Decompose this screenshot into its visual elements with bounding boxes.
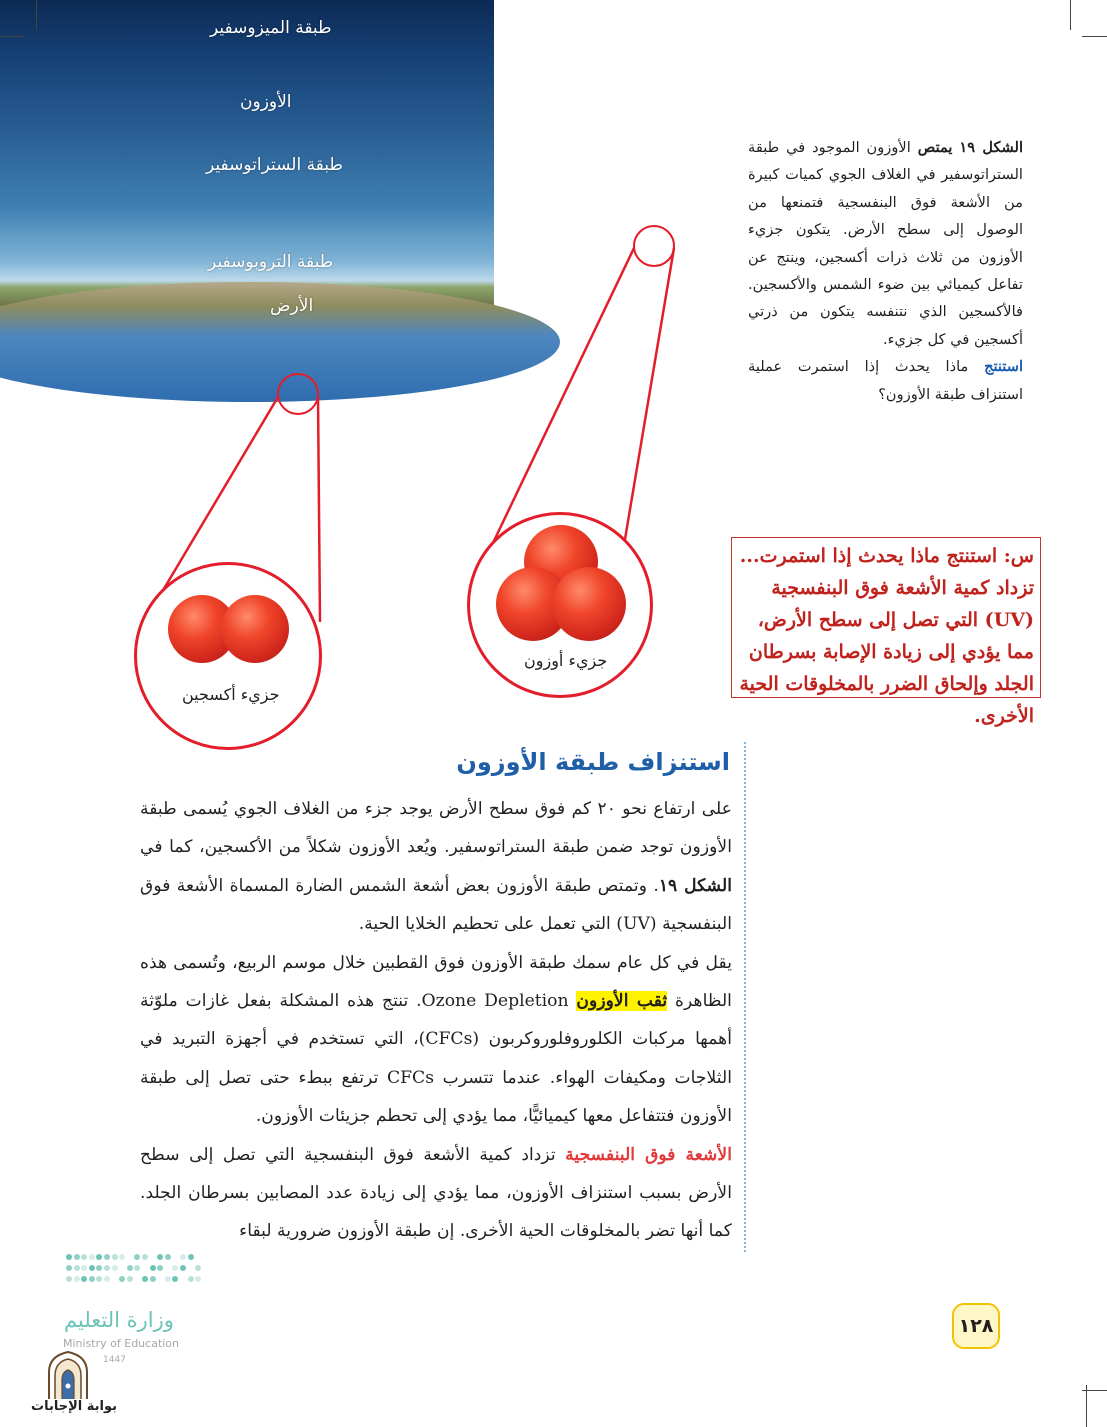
watermark-text: بوابة الإجابات (31, 1399, 117, 1414)
logo-dot (66, 1265, 72, 1271)
highlighted-term: ثقب الأوزون (576, 991, 668, 1012)
logo-dot (81, 1265, 87, 1271)
logo-dot (165, 1276, 171, 1282)
caption-text: الأوزون الموجود في طبقة الستراتوسفير في الغلاف الجوي كميات كبيرة من الأشعة فوق البنفسجية فتمنعها من الوصول إلى سطح الأرض. يتكون جزيء الأوزون من ثلاث ذرات أكسجين، وينتج عن تفاعل كيميائي بين ضوء الشمس والأكسجين. فالأكسجين الذي نتنفسه يتكون من ذرتي أكسجين في كل جزيء. (748, 139, 1023, 348)
keyword-term: الأشعة فوق البنفسجية (565, 1144, 732, 1165)
logo-dot (180, 1254, 186, 1260)
ozone-molecule-label: جزيء أوزون (524, 651, 608, 670)
logo-dot (188, 1276, 194, 1282)
oxygen-atom (221, 595, 289, 663)
logo-dot (104, 1276, 110, 1282)
page-number: ١٢٨ (952, 1303, 1000, 1349)
logo-dot (89, 1276, 95, 1282)
paragraph-text: . وتمتص طبقة الأوزون بعض أشعة الشمس الضارة المسماة الأشعة فوق البنفسجية (UV) التي تعمل على تحطيم الخلايا الحية. (140, 875, 732, 935)
mosque-icon (45, 1350, 91, 1402)
caption-figure-ref: الشكل ١٩ (959, 139, 1024, 156)
logo-dot (74, 1265, 80, 1271)
paragraph-text: يقل في كل عام سمك طبقة الأوزون فوق القطبين خلال موسم الربيع، وتُسمى هذه الظاهرة (140, 952, 732, 1012)
logo-dot (112, 1254, 118, 1260)
paragraph (140, 944, 732, 1136)
ministry-name-arabic: وزارة التعليم (64, 1308, 174, 1332)
logo-dot (96, 1254, 102, 1260)
label-ozone: الأوزون (240, 92, 292, 112)
crop-mark (1086, 1385, 1087, 1427)
logo-dot (81, 1276, 87, 1282)
logo-dot (172, 1265, 178, 1271)
section-divider (744, 742, 746, 1252)
logo-dot (104, 1265, 110, 1271)
paragraph-text: تزداد كمية الأشعة فوق البنفسجية التي تصل إلى سطح الأرض بسبب استنزاف الأوزون، مما يؤدي إلى زيادة عدد المصابين بسرطان الجلد. كما أنها تضر بالمخلوقات الحية الأخرى. إن طبقة الأوزون ضرورية لبقاء (140, 1144, 732, 1242)
paragraph (140, 790, 732, 944)
logo-dot (150, 1276, 156, 1282)
logo-dot (96, 1265, 102, 1271)
logo-dot (165, 1254, 171, 1260)
label-earth: الأرض (270, 296, 314, 316)
paragraph (140, 1136, 732, 1251)
section-title: استنزاف طبقة الأوزون (456, 748, 730, 776)
ozone-zoom-marker (633, 225, 675, 267)
answer-question: س: استنتج ماذا يحدث إذا استمرت... (739, 545, 1034, 567)
logo-dot (180, 1265, 186, 1271)
logo-dot (127, 1276, 133, 1282)
logo-dot (81, 1254, 87, 1260)
section-body (140, 790, 732, 1251)
logo-dot (134, 1254, 140, 1260)
logo-dot (96, 1276, 102, 1282)
answer-text: تزداد كمية الأشعة فوق البنفسجية (UV) التي تصل إلى سطح الأرض، مما يؤدي إلى زيادة الإصابة بسرطان الجلد وإلحاق الضرر بالمخلوقات الحية الأخرى. (739, 577, 1034, 727)
crop-mark (1082, 1390, 1107, 1391)
answer-box (731, 537, 1041, 727)
figure-reference: الشكل ١٩ (658, 875, 733, 896)
logo-dot (89, 1265, 95, 1271)
paragraph-text: Ozone Depletion. تنتج هذه المشكلة بفعل غازات ملوّثة أهمها مركبات الكلوروفلوروكربون (CFCs)، التي تستخدم في أجهزة التبريد في الثلاجات ومكيفات الهواء. عندما تتسرب CFCs ترتفع ببطء حتى تصل إلى طبقة الأوزون فتتفاعل معها كيميائيًّا، مما يؤدي إلى تحطم جزيئات الأوزون. (140, 991, 732, 1127)
logo-dot (119, 1276, 125, 1282)
logo-dot (195, 1265, 201, 1271)
logo-dot (66, 1276, 72, 1282)
logo-dot (66, 1254, 72, 1260)
logo-dot (134, 1265, 140, 1271)
logo-dot (157, 1265, 163, 1271)
label-mesosphere: طبقة الميزوسفير (210, 18, 332, 38)
caption-infer-label: استنتج (984, 358, 1023, 376)
label-stratosphere: طبقة الستراتوسفير (206, 155, 343, 175)
figure-caption (748, 134, 1023, 408)
logo-dot (74, 1276, 80, 1282)
oxygen-atom (552, 567, 626, 641)
logo-dot (89, 1254, 95, 1260)
troposphere-zoom-marker (277, 373, 319, 415)
logo-dot (112, 1265, 118, 1271)
logo-dot (104, 1254, 110, 1260)
logo-dot (150, 1265, 156, 1271)
ministry-year: 1447 (103, 1355, 126, 1365)
label-troposphere: طبقة التروبوسفير (208, 252, 334, 272)
logo-dot (142, 1276, 148, 1282)
logo-dot (127, 1265, 133, 1271)
logo-dot (195, 1276, 201, 1282)
oxygen-molecule-zoom (134, 562, 322, 750)
caption-infer-question: ماذا يحدث إذا استمرت عملية استنزاف طبقة الأوزون؟ (748, 358, 1023, 403)
caption-keyword: يمتص (917, 139, 953, 156)
logo-dot (188, 1254, 194, 1260)
paragraph-text: على ارتفاع نحو ٢٠ كم فوق سطح الأرض يوجد جزء من الغلاف الجوي يُسمى طبقة الأوزون توجد ضمن طبقة الستراتوسفير. ويُعد الأوزون شكلاً من الأكسجين، كما في (140, 799, 732, 858)
logo-dot (142, 1254, 148, 1260)
ministry-name-english: Ministry of Education (63, 1337, 180, 1350)
logo-dot (157, 1254, 163, 1260)
logo-dot (74, 1254, 80, 1260)
logo-dot (172, 1276, 178, 1282)
ozone-molecule-zoom (467, 512, 653, 698)
logo-dot (119, 1254, 125, 1260)
oxygen-molecule-label: جزيء أكسجين (182, 685, 280, 704)
